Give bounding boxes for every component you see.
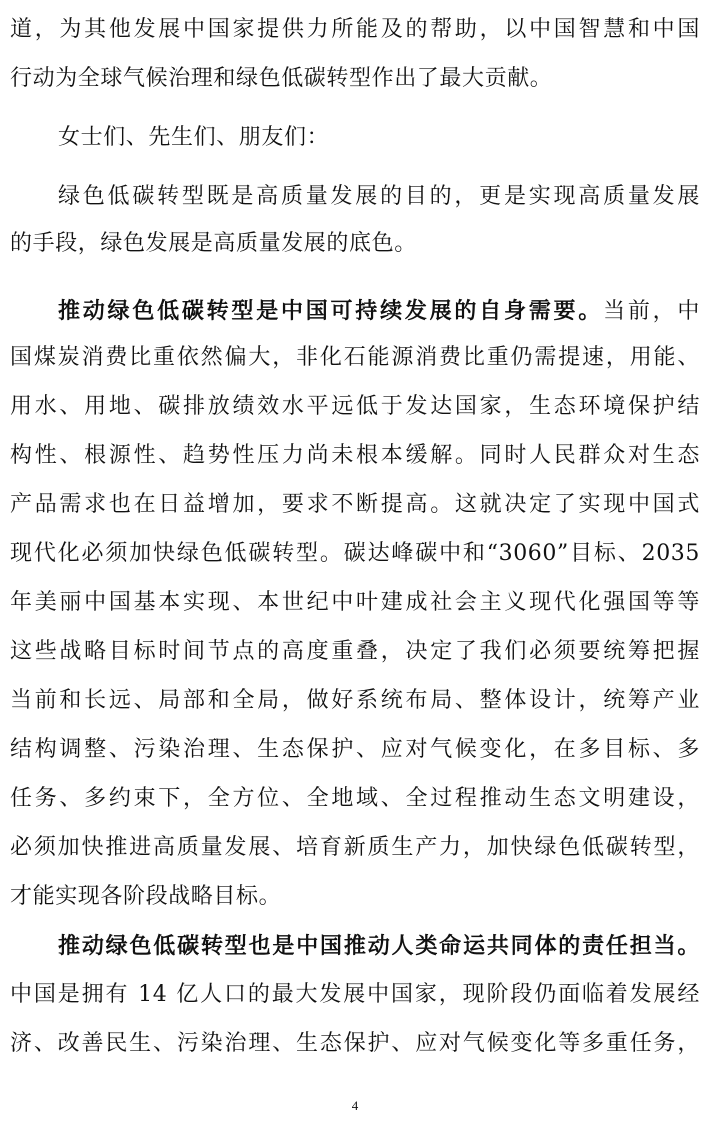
text-line: 才能实现各阶段战略目标。 (10, 884, 282, 909)
paragraph-heading: 推动绿色低碳转型是中国可持续发展的自身需要。 (58, 298, 604, 324)
paragraph-heading: 推动绿色低碳转型也是中国推动人类命运共同体的责任担当。 (58, 933, 700, 959)
paragraph-heading-line (58, 296, 700, 326)
text-line: 的手段，绿色发展是高质量发展的底色。 (10, 231, 417, 256)
salutation: 女士们、先生们、朋友们： (58, 125, 330, 150)
text-line: 济、改善民生、污染治理、生态保护、应对气候变化等多重任务， (10, 1031, 700, 1056)
text-line: 构性、根源性、趋势性压力尚未根本缓解。同时人民群众对生态 (10, 443, 700, 468)
text-line: 国煤炭消费比重依然偏大，非化石能源消费比重仍需提速，用能、 (10, 345, 700, 370)
text-line: 绿色低碳转型既是高质量发展的目的，更是实现高质量发展 (58, 184, 700, 209)
text-run: 当前，中 (603, 299, 701, 324)
text-line: 当前和长远、局部和全局，做好系统布局、整体设计，统筹产业 (10, 688, 700, 713)
text-line: 道，为其他发展中国家提供力所能及的帮助，以中国智慧和中国 (10, 17, 700, 42)
text-line: 行动为全球气候治理和绿色低碳转型作出了最大贡献。 (10, 66, 553, 91)
text-line: 结构调整、污染治理、生态保护、应对气候变化，在多目标、多 (10, 737, 700, 762)
text-line: 中国是拥有 14 亿人口的最大发展中国家，现阶段仍面临着发展经 (10, 982, 700, 1007)
text-line: 任务、多约束下，全方位、全地域、全过程推动生态文明建设， (10, 786, 700, 811)
page-number: 4 (351, 1098, 359, 1113)
text-line: 必须加快推进高质量发展、培育新质生产力，加快绿色低碳转型， (10, 835, 700, 860)
text-line: 这些战略目标时间节点的高度重叠，决定了我们必须要统筹把握 (10, 639, 700, 664)
text-line: 用水、用地、碳排放绩效水平远低于发达国家，生态环境保护结 (10, 394, 700, 419)
text-line: 年美丽中国基本实现、本世纪中叶建成社会主义现代化强国等等 (10, 590, 700, 615)
text-line: 产品需求也在日益增加，要求不断提高。这就决定了实现中国式 (10, 492, 700, 517)
text-line: 现代化必须加快绿色低碳转型。碳达峰碳中和“3060”目标、2035 (10, 541, 700, 566)
